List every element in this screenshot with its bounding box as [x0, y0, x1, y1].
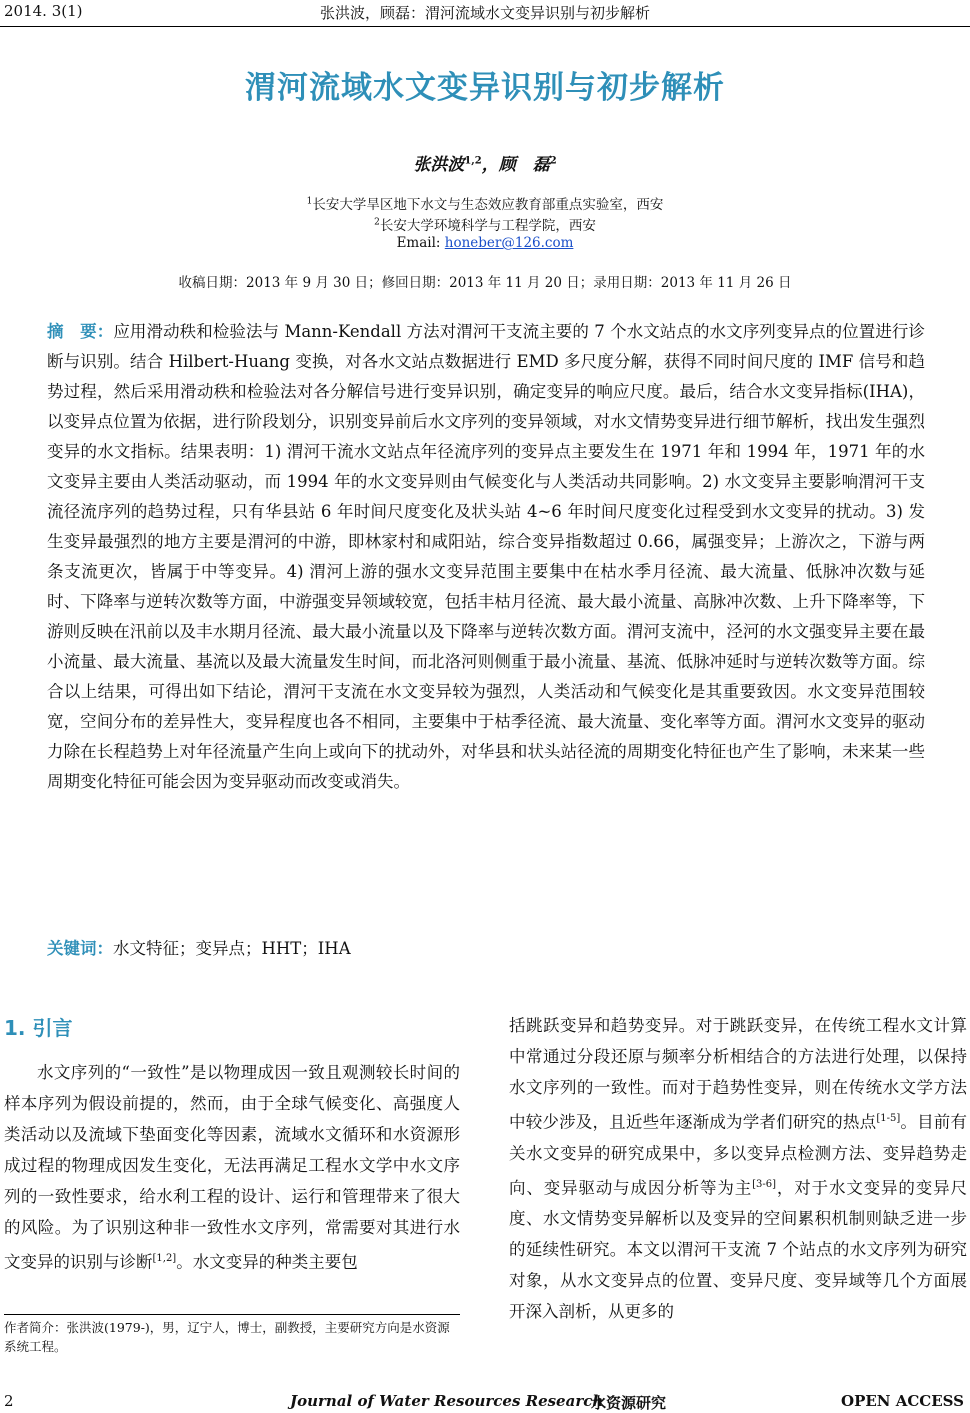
intro-paragraph-right-2: 。目前有关水文变异的研究成果中，多以变异点检测方法、变异趋势走向、变异驱动与成因分析等为主 [509, 1112, 968, 1197]
affiliation-1 [0, 193, 970, 213]
section-heading-introduction: 1. 引言 [4, 1016, 73, 1040]
footnote-divider [4, 1314, 460, 1315]
affiliation-2 [0, 214, 970, 234]
abstract [47, 317, 925, 797]
author-2: 顾 磊 [498, 155, 550, 175]
running-title: 张洪波，顾磊：渭河流域水文变异识别与初步解析 [319, 4, 650, 22]
affiliation-2-text: 长安大学环境科学与工程学院，西安 [379, 218, 596, 234]
citation-ref[interactable]: [1,2] [152, 1253, 177, 1264]
submission-dates: 收稿日期：2013 年 9 月 30 日；修回日期：2013 年 11 月 20 日；录用日期：2013 年 11 月 26 日 [178, 275, 792, 291]
keywords [47, 935, 351, 959]
issue-number: 2014. 3(1) [4, 2, 83, 20]
open-access-label: OPEN ACCESS [841, 1392, 964, 1410]
author-2-affiliation: 2 [549, 155, 557, 167]
affiliation-1-text: 长安大学旱区地下水文与生态效应教育部重点实验室，西安 [312, 197, 664, 213]
email-link[interactable]: honeber@126.com [444, 235, 574, 251]
author-separator: ， [481, 155, 499, 175]
email-label: Email: [396, 235, 445, 251]
paper-title: 渭河流域水文变异识别与初步解析 [245, 70, 725, 106]
intro-paragraph-right-1: 括跳跃变异和趋势变异。对于跳跃变异，在传统工程水文计算中常通过分段还原与频率分析相结合的方法进行处理，以保持水文序列的一致性。而对于趋势性变异，则在传统水文学方法中较少涉及，且近些年逐渐成为学者们研究的热点 [509, 1016, 967, 1132]
author-line [0, 150, 970, 175]
affiliation-1-marker: 1 [306, 196, 313, 207]
intro-paragraph-left-cont: 。水文变异的种类主要包 [176, 1252, 358, 1272]
citation-ref[interactable]: [1-5] [876, 1113, 901, 1124]
journal-name-cn: 水资源研究 [591, 1394, 667, 1412]
abstract-label: 摘 要： [47, 322, 114, 341]
email-line [0, 235, 970, 251]
keywords-label: 关键词： [47, 939, 113, 958]
author-bio-footnote: 作者简介：张洪波(1979-)，男，辽宁人，博士，副教授，主要研究方向是水资源系统工程。 [4, 1320, 450, 1354]
affiliation-2-marker: 2 [374, 217, 380, 228]
keywords-text: 水文特征；变异点；HHT；IHA [113, 939, 351, 958]
header-divider [0, 26, 970, 27]
intro-right-column [509, 1010, 967, 1327]
author-1: 张洪波 [413, 155, 465, 175]
citation-ref[interactable]: [3-6] [752, 1178, 776, 1190]
journal-name: Journal of Water Resources Research [290, 1392, 604, 1410]
intro-paragraph-left: 水文序列的“一致性”是以物理成因一致且观测较长时间的样本序列为假设前提的，然而，由于全球气候变化、高强度人类活动以及流域下垫面变化等因素，流域水文循环和水资源形成过程的物理成因发生变化，无法再满足工程水文学中水文序列的一致性要求，给水利工程的设计、运行和管理带来了很大的风险。为了识别这种非一致性水文序列，常需要对其进行水文变异的识别与诊断 [4, 1063, 460, 1272]
intro-left-column [4, 1057, 460, 1278]
abstract-text: 应用滑动秩和检验法与 Mann-Kendall 方法对渭河干支流主要的 7 个水文站点的水文序列变异点的位置进行诊断与识别。结合 Hilbert-Huang 变换，对各水文站点数据进行 EMD 多尺度分解，获得不同时间尺度的 IMF 信号和趋势过程，然后采用滑动秩和检验法对各分解信号进行变异识别，确定变异的响应尺度。最后，结合水文变异指标(IHA)，以变异点位置为依据，进行阶段划分，识别变异前后水文序列的变异领域，对水文情势变异进行细节解析，找出发生强烈变异的水文指标。结果表明：1) 渭河干流水文站点年径流序列的变异点主要发生在 1971 年和 1994 年，1971 年的水文变异主要由人类活动驱动，而 1994 年的水文变异则由气候变化与人类活动共同影响。2) 水文变异主要影响渭河干支流径流序列的趋势过程，只有华县站 6 年时间尺度变化及状头站 4~6 年时间尺度变化过程受到水文变异的扰动。3) 发生变异最强烈的地方主要是渭河的中游，即林家村和咸阳站，综合变异指数超过 0.66，属强变异；上游次之，下游与两条支流更次，皆属于中等变异。4) 渭河上游的强水文变异范围主要集中在枯水季月径流、最大流量、低脉冲次数与延时、下降率与逆转次数等方面，中游强变异领域较宽，包括丰枯月径流、最大最小流量、高脉冲次数、上升下降率等，下游则反映在汛前以及丰水期月径流、最大最小流量以及下降率与逆转次数方面。渭河支流中，泾河的水文强变异主要在最小流量、最大流量、基流以及最大流量发生时间，而北洛河则侧重于最小流量、基流、低脉冲延时与逆转次数等方面。综合以上结果，可得出如下结论，渭河干支流在水文变异较为强烈，人类活动和气候变化是其重要致因。水文变异范围较宽，空间分布的差异性大，变异程度也各不相同，主要集中于枯季径流、最大流量、变化率等方面。渭河水文变异的驱动力除在长程趋势上对年径流量产生向上或向下的扰动外，对华县和状头站径流的周期变化特征也产生了影响，未来某一些周期变化特征可能会因为变异驱动而改变或消失。 [47, 322, 925, 791]
intro-paragraph-right-3: ，对于水文变异的变异尺度、水文情势变异解析以及变异的空间累积机制则缺乏进一步的延续性研究。本文以渭河干支流 7 个站点的水文序列为研究对象，从水文变异点的位置、变异尺度、变异域等几个方面展开深入剖析，从更多的 [509, 1178, 968, 1321]
page-number: 2 [4, 1392, 14, 1410]
author-1-affiliation: 1,2 [464, 155, 482, 167]
